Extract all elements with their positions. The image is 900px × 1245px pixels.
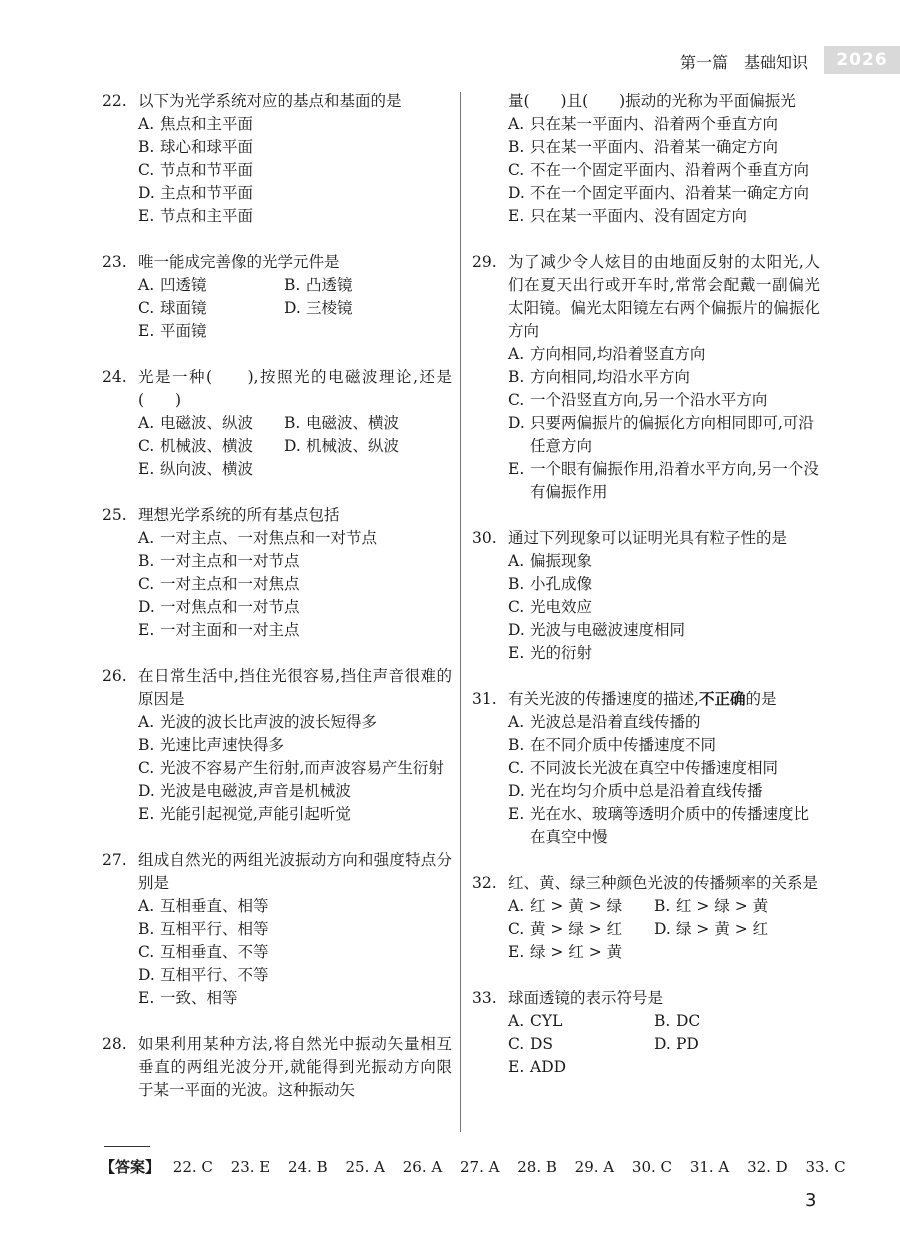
question-number: 30. — [472, 529, 497, 547]
option-a: A. 焦点和主平面 — [138, 115, 254, 133]
answer-item: 32. D — [747, 1158, 788, 1176]
option-d: D. 一对焦点和一对节点 — [138, 598, 300, 616]
question-stem: 通过下列现象可以证明光具有粒子性的是 — [508, 529, 788, 547]
option-a: A. 光波总是沿着直线传播的 — [508, 713, 701, 731]
option-b: B. 方向相同,均沿水平方向 — [508, 368, 690, 386]
question-stem: 光是一种( ),按照光的电磁波理论,还是( ) — [138, 368, 452, 409]
question-24 — [102, 366, 452, 481]
option-e: E. 只在某一平面内、没有固定方向 — [508, 207, 748, 225]
option-c: C. 球面镜 — [138, 299, 207, 317]
question-23 — [102, 251, 452, 343]
option-b: B. 互相平行、相等 — [138, 920, 269, 938]
left-column — [102, 90, 452, 1125]
question-stem: 球面透镜的表示符号是 — [508, 989, 664, 1007]
option-b: B. 红 > 绿 > 黄 — [654, 897, 769, 915]
option-c: C. 一对主点和一对焦点 — [138, 575, 300, 593]
answer-item: 24. B — [288, 1158, 328, 1176]
option-e: E. ADD — [508, 1058, 567, 1076]
question-stem: 有关光波的传播速度的描述,不正确的是 — [508, 690, 777, 708]
question-number: 32. — [472, 874, 497, 892]
option-a: A. 方向相同,均沿着竖直方向 — [508, 345, 706, 363]
question-number: 33. — [472, 989, 497, 1007]
negation-emphasis: 不正确 — [698, 690, 746, 708]
option-a: A. 偏振现象 — [508, 552, 593, 570]
option-c: C. 光电效应 — [508, 598, 593, 616]
option-e: E. 光的衍射 — [508, 644, 593, 662]
question-33 — [472, 987, 820, 1079]
option-a: A. 红 > 黄 > 绿 — [508, 897, 623, 915]
question-number: 28. — [102, 1035, 127, 1053]
answer-item: 29. A — [574, 1158, 615, 1176]
answer-item: 25. A — [345, 1158, 385, 1176]
question-number: 23. — [102, 253, 127, 271]
option-d: D. 互相平行、不等 — [138, 966, 269, 984]
answer-item: 27. A — [459, 1158, 500, 1176]
answer-item: 33. C — [805, 1158, 846, 1176]
section-title: 第一篇 基础知识 — [680, 53, 809, 72]
option-c: C. 节点和节平面 — [138, 161, 254, 179]
answer-item: 26. A — [402, 1158, 443, 1176]
option-d: D. 只要两偏振片的偏振化方向相同即可,可沿任意方向 — [508, 414, 814, 455]
question-number: 31. — [472, 690, 497, 708]
answer-key — [100, 1156, 859, 1177]
option-d: D. 机械波、纵波 — [284, 437, 400, 455]
answer-item: 23. E — [230, 1158, 271, 1176]
option-a: A. CYL — [508, 1012, 563, 1030]
question-stem: 在日常生活中,挡住光很容易,挡住声音很难的原因是 — [138, 667, 452, 708]
answer-key-title: 【答案】 — [100, 1158, 161, 1176]
option-e: E. 光在水、玻璃等透明介质中的传播速度比在真空中慢 — [508, 805, 810, 846]
column-divider — [460, 92, 461, 1132]
option-c: C. 互相垂直、不等 — [138, 943, 269, 961]
option-d: D. 不在一个固定平面内、沿着某一确定方向 — [508, 184, 810, 202]
option-d: D. 三棱镜 — [284, 299, 353, 317]
question-number: 26. — [102, 667, 127, 685]
question-number: 29. — [472, 253, 497, 271]
option-b: B. 只在某一平面内、沿着某一确定方向 — [508, 138, 779, 156]
question-28-continued — [472, 90, 820, 228]
question-22 — [102, 90, 452, 228]
option-c: C. 不在一个固定平面内、沿着两个垂直方向 — [508, 161, 810, 179]
option-a: A. 凹透镜 — [138, 276, 207, 294]
page-number: 3 — [805, 1190, 817, 1211]
option-e: E. 平面镜 — [138, 322, 207, 340]
option-a: A. 一对主点、一对焦点和一对节点 — [138, 529, 378, 547]
option-a: A. 互相垂直、相等 — [138, 897, 269, 915]
question-number: 25. — [102, 506, 127, 524]
question-stem: 以下为光学系统对应的基点和基面的是 — [138, 92, 402, 110]
option-b: B. 光速比声速快得多 — [138, 736, 285, 754]
option-b: B. 一对主点和一对节点 — [138, 552, 300, 570]
option-d: D. 主点和节平面 — [138, 184, 254, 202]
option-a: A. 电磁波、纵波 — [138, 414, 254, 432]
question-31 — [472, 688, 820, 849]
option-c: C. 机械波、横波 — [138, 437, 254, 455]
right-column — [472, 90, 820, 1102]
option-e: E. 一个眼有偏振作用,沿着水平方向,另一个没有偏振作用 — [508, 460, 819, 501]
option-e: E. 一对主面和一对主点 — [138, 621, 300, 639]
option-c: C. 光波不容易产生衍射,而声波容易产生衍射 — [138, 759, 444, 777]
question-stem: 为了减少令人炫目的由地面反射的太阳光,人们在夏天出行或开车时,常常会配戴一副偏光太阳镜。偏光太阳镜左右两个偏振片的偏振化方向 — [508, 253, 820, 340]
option-b: B. 凸透镜 — [284, 276, 353, 294]
answer-item: 31. A — [689, 1158, 730, 1176]
option-d: D. 光波是电磁波,声音是机械波 — [138, 782, 351, 800]
question-stem: 唯一能成完善像的光学元件是 — [138, 253, 340, 271]
option-b: B. 球心和球平面 — [138, 138, 254, 156]
question-stem: 组成自然光的两组光波振动方向和强度特点分别是 — [138, 851, 452, 892]
question-stem: 如果利用某种方法,将自然光中振动矢量相互垂直的两组光波分开,就能得到光振动方向限于某一平面的光波。这种振动矢 — [138, 1035, 452, 1099]
question-30 — [472, 527, 820, 665]
question-26 — [102, 665, 452, 826]
answer-divider — [104, 1146, 150, 1147]
option-e: E. 节点和主平面 — [138, 207, 254, 225]
option-d: D. PD — [654, 1035, 699, 1053]
option-e: E. 纵向波、横波 — [138, 460, 254, 478]
option-b: B. 小孔成像 — [508, 575, 593, 593]
question-stem: 理想光学系统的所有基点包括 — [138, 506, 340, 524]
answer-item: 22. C — [172, 1158, 213, 1176]
option-c: C. DS — [508, 1035, 554, 1053]
answer-item: 28. B — [517, 1158, 557, 1176]
question-number: 24. — [102, 368, 127, 386]
option-c: C. 一个沿竖直方向,另一个沿水平方向 — [508, 391, 768, 409]
option-e: E. 绿 > 红 > 黄 — [508, 943, 623, 961]
year-badge: 2026 — [824, 46, 900, 74]
option-a: A. 只在某一平面内、沿着两个垂直方向 — [508, 115, 779, 133]
question-number: 27. — [102, 851, 127, 869]
answer-item: 30. C — [631, 1158, 673, 1176]
option-b: B. 电磁波、横波 — [284, 414, 400, 432]
option-e: E. 光能引起视觉,声能引起听觉 — [138, 805, 351, 823]
question-number: 22. — [102, 92, 127, 110]
option-d: D. 光在均匀介质中总是沿着直线传播 — [508, 782, 763, 800]
option-b: B. DC — [654, 1012, 701, 1030]
option-a: A. 光波的波长比声波的波长短得多 — [138, 713, 378, 731]
option-d: D. 光波与电磁波速度相同 — [508, 621, 686, 639]
question-27 — [102, 849, 452, 1010]
question-28 — [102, 1033, 452, 1102]
question-stem: 量( )且( )振动的光称为平面偏振光 — [508, 92, 796, 110]
option-c: C. 不同波长光波在真空中传播速度相同 — [508, 759, 779, 777]
question-stem: 红、黄、绿三种颜色光波的传播频率的关系是 — [508, 874, 819, 892]
option-b: B. 在不同介质中传播速度不同 — [508, 736, 717, 754]
option-e: E. 一致、相等 — [138, 989, 238, 1007]
question-29 — [472, 251, 820, 504]
question-32 — [472, 872, 820, 964]
option-d: D. 绿 > 黄 > 红 — [654, 920, 769, 938]
question-25 — [102, 504, 452, 642]
option-c: C. 黄 > 绿 > 红 — [508, 920, 623, 938]
